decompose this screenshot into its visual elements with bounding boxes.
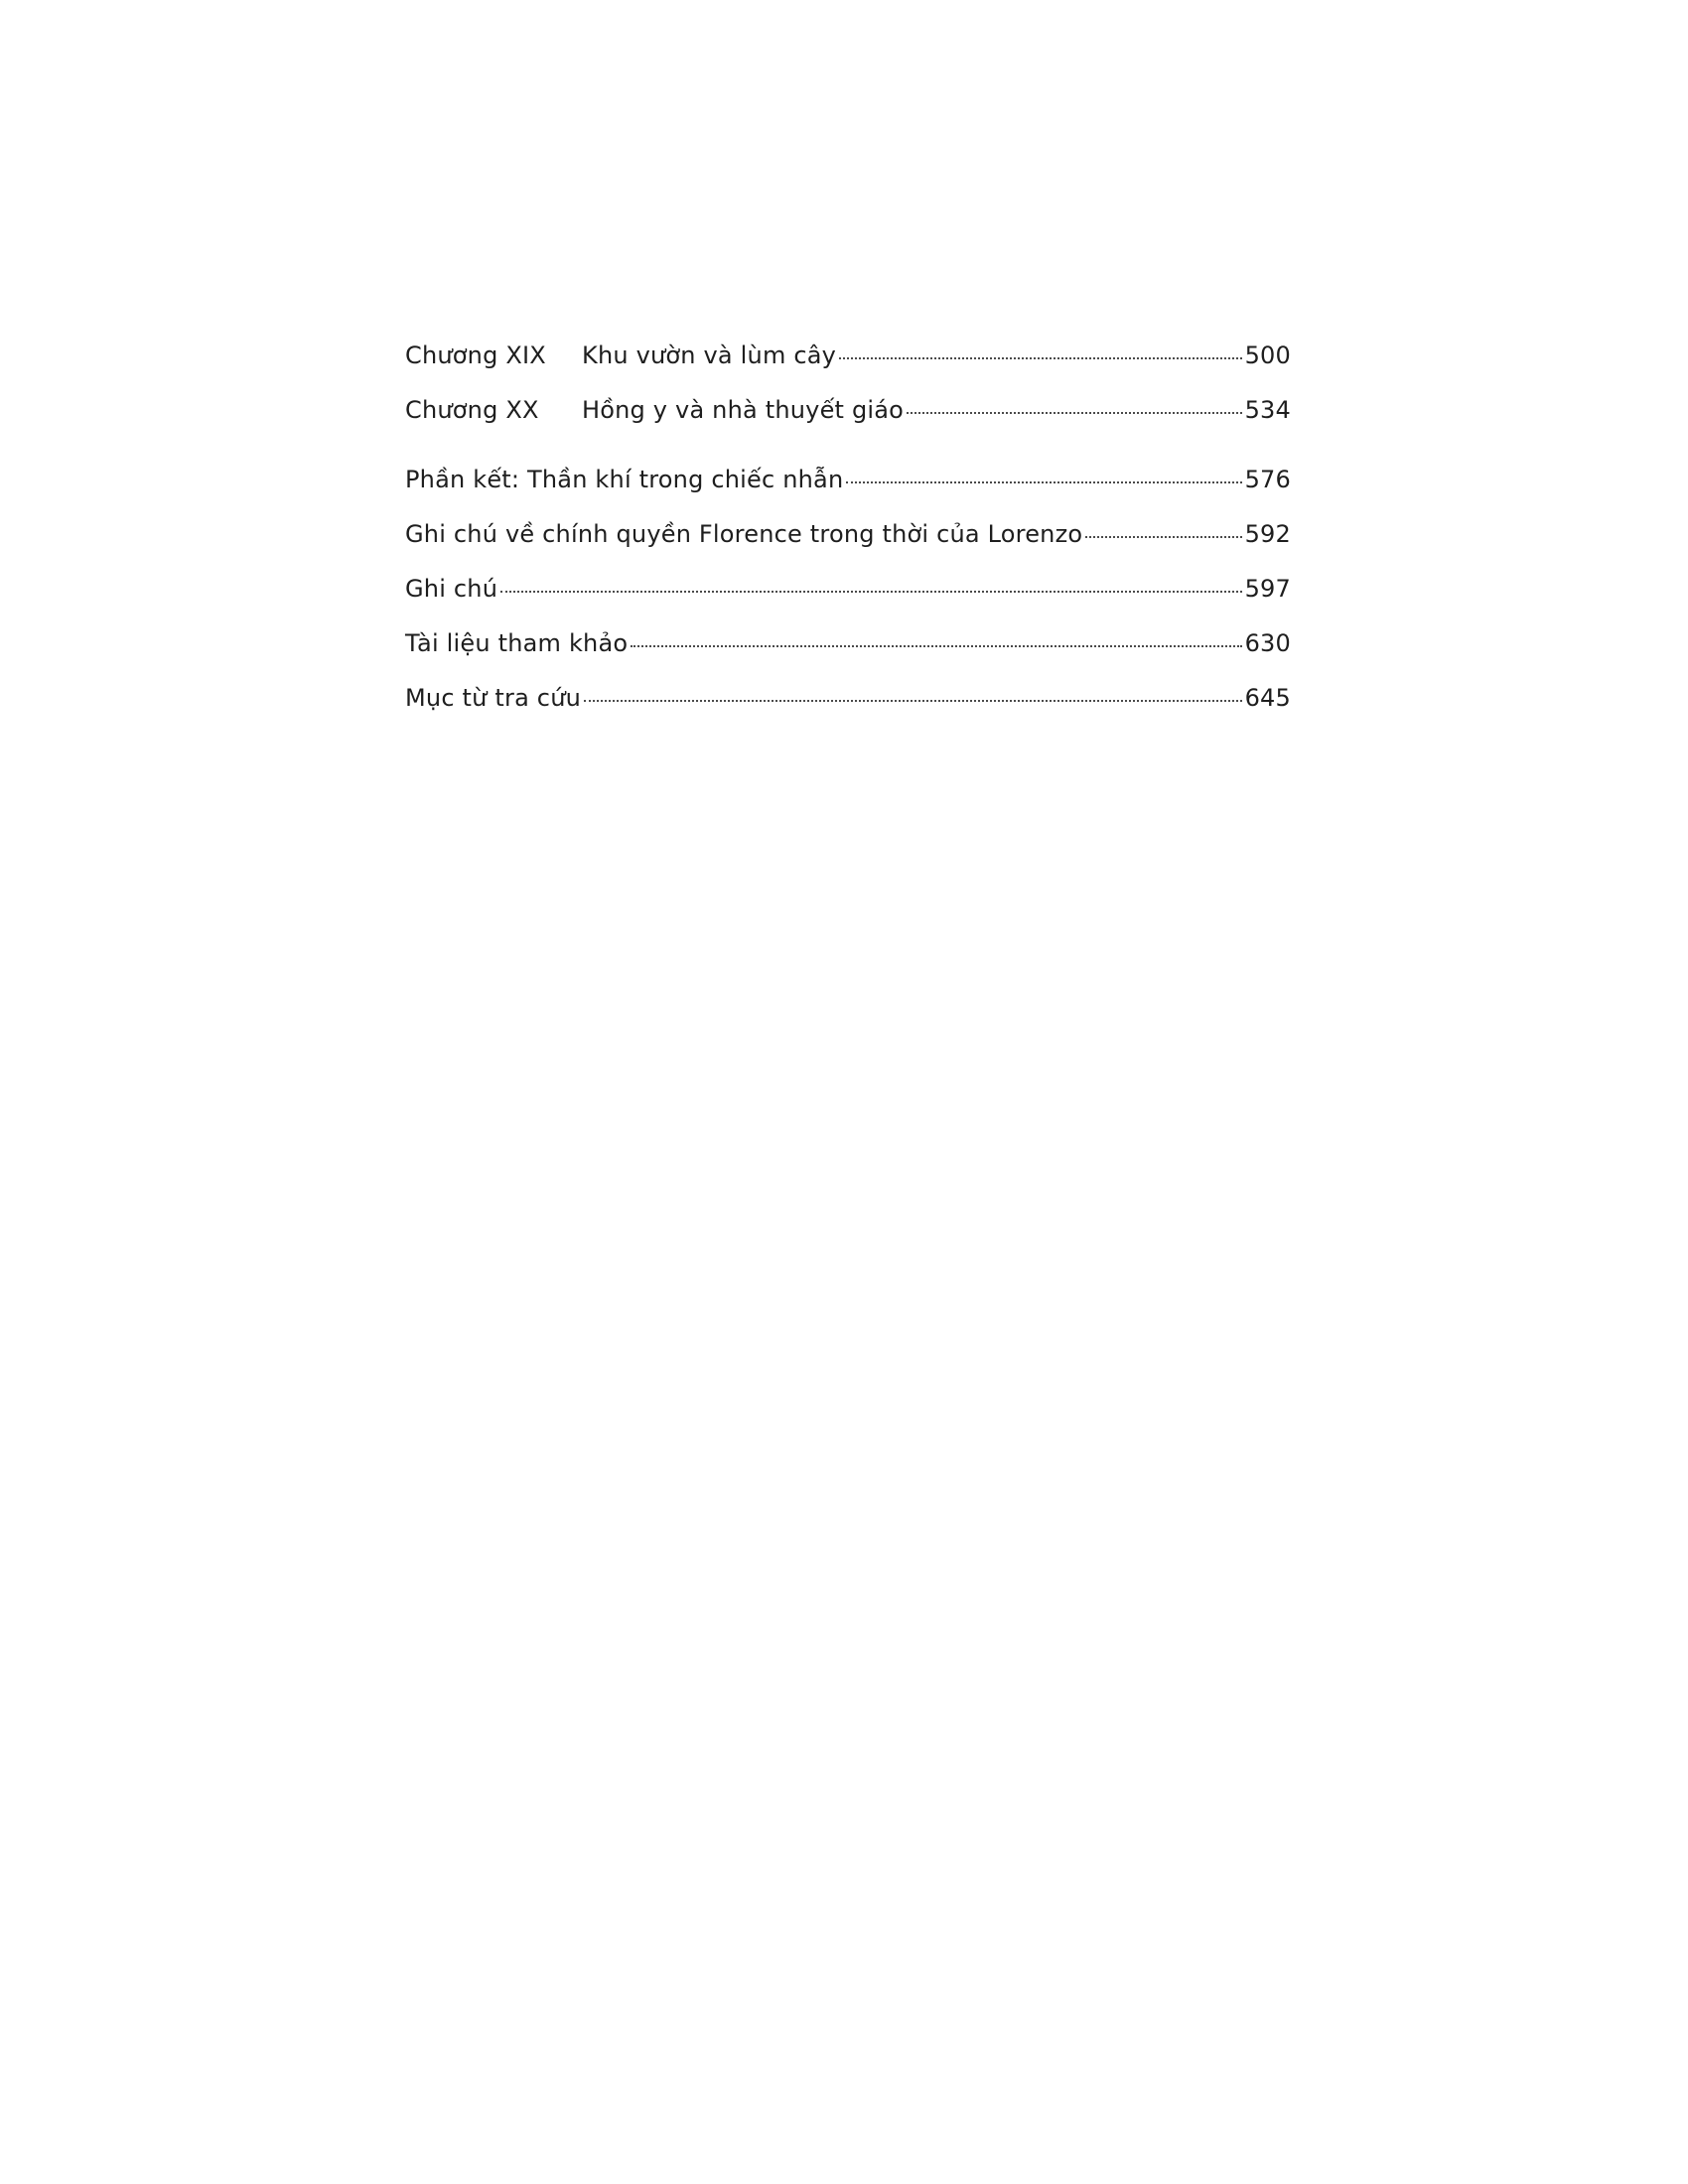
dot-leader [839, 357, 1242, 359]
page-number: 630 [1244, 629, 1291, 657]
dot-leader [1085, 536, 1241, 538]
entry-title: Phần kết: Thần khí trong chiếc nhẫn [405, 466, 844, 493]
toc-entry-government-note[interactable] [405, 520, 1291, 575]
entry-title: Mục từ tra cứu [405, 684, 582, 712]
entry-title: Ghi chú [405, 575, 498, 603]
entry-title: Ghi chú về chính quyền Florence trong thời của Lorenzo [405, 520, 1083, 548]
page-number: 592 [1244, 520, 1291, 548]
dot-leader [907, 412, 1242, 414]
chapter-label: Chương XIX [405, 341, 546, 369]
entry-title: Khu vườn và lùm cây [582, 341, 837, 369]
dot-leader [846, 481, 1241, 483]
table-of-contents [405, 341, 1291, 739]
entry-title: Tài liệu tham khảo [405, 629, 629, 657]
chapter-label: Chương XX [405, 396, 539, 424]
entry-title: Hồng y và nhà thuyết giáo [582, 396, 905, 424]
toc-entry-epilogue[interactable] [405, 466, 1291, 520]
dot-leader [584, 700, 1242, 702]
dot-leader [631, 645, 1241, 647]
toc-entry-chapter-19[interactable] [405, 341, 1291, 396]
toc-entry-index[interactable] [405, 684, 1291, 739]
toc-entry-chapter-20[interactable] [405, 396, 1291, 451]
page-number: 597 [1244, 575, 1291, 603]
dot-leader [500, 591, 1241, 593]
page-number: 534 [1244, 396, 1291, 424]
page-number: 576 [1244, 466, 1291, 493]
toc-entry-references[interactable] [405, 629, 1291, 684]
page-number: 500 [1244, 341, 1291, 369]
toc-entry-notes[interactable] [405, 575, 1291, 629]
page-number: 645 [1244, 684, 1291, 712]
